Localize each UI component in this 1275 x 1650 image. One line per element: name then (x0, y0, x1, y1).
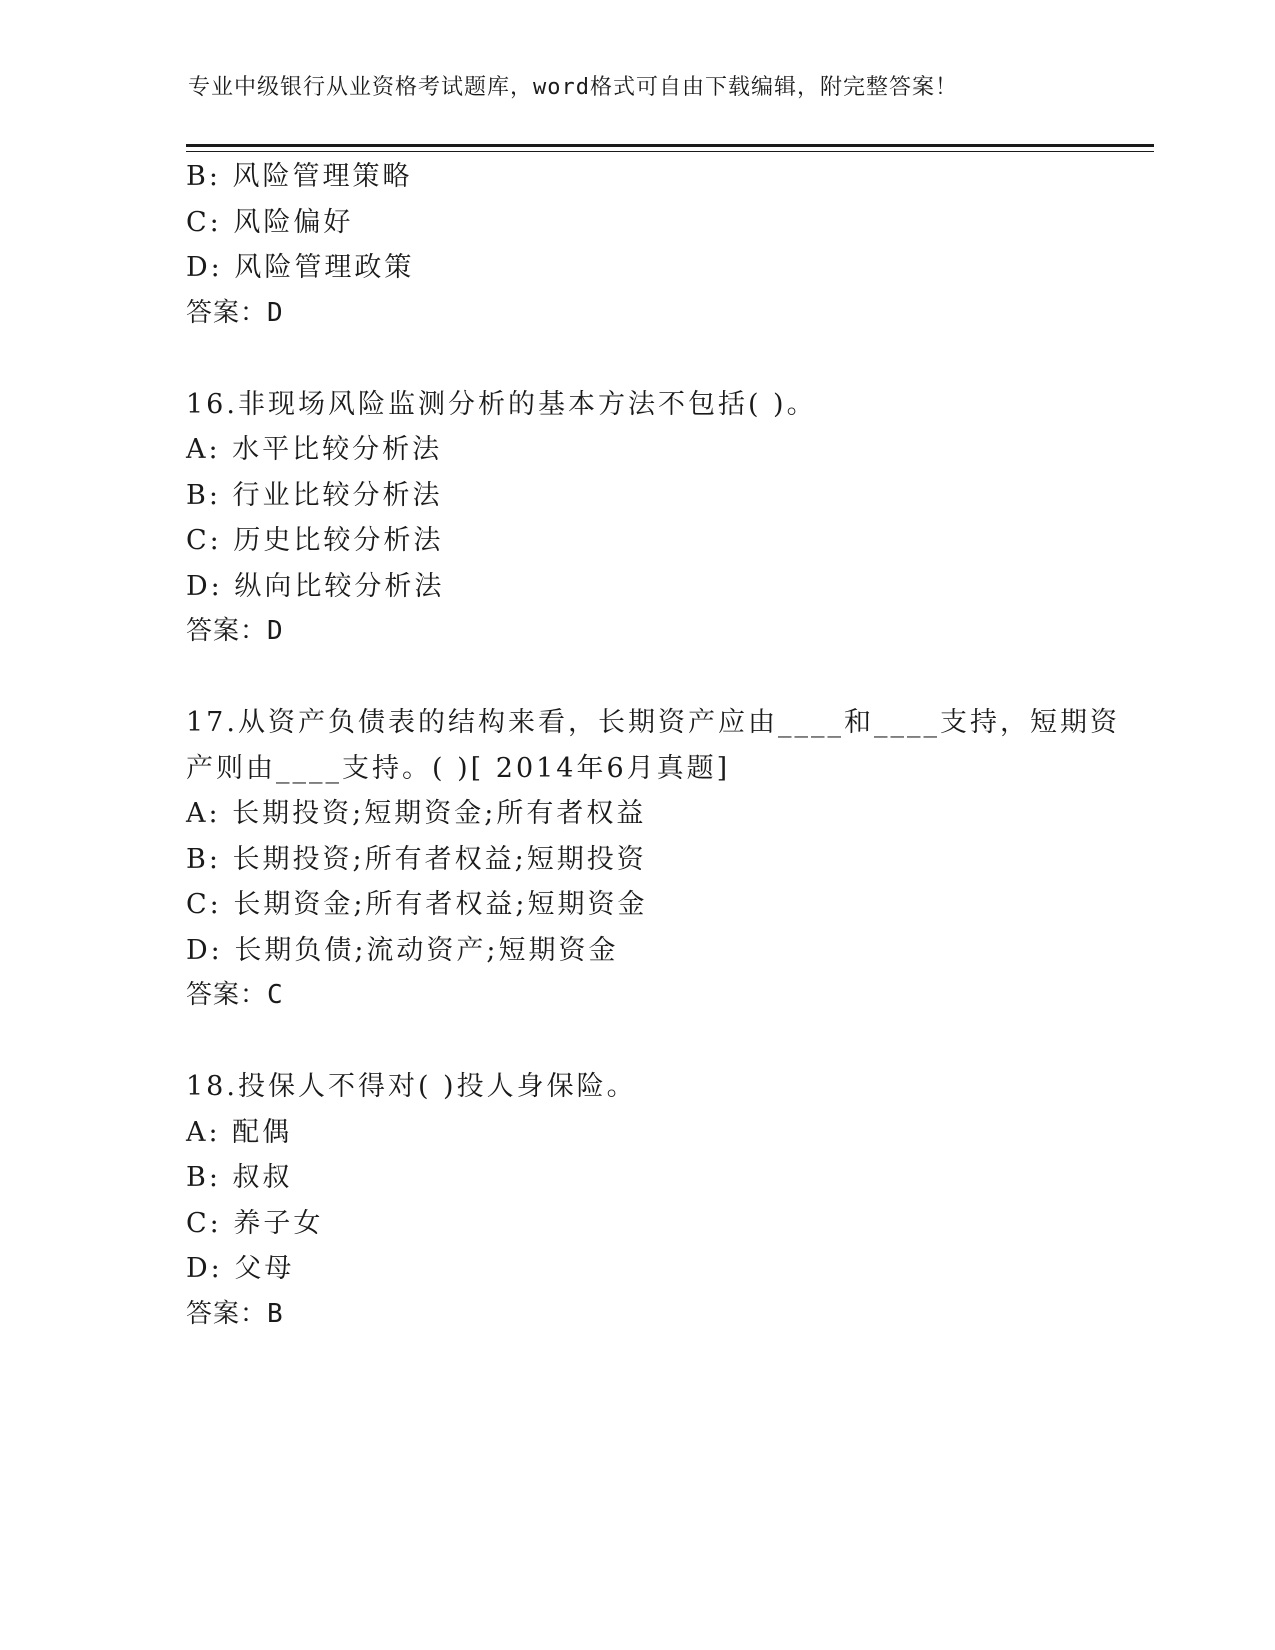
spacer (186, 655, 1086, 701)
option-d: D: 父母 (186, 1253, 295, 1284)
question-17 (186, 700, 1120, 1019)
option-c: C: 历史比较分析法 (186, 525, 444, 556)
question-stem: 16.非现场风险监测分析的基本方法不包括( )。 (186, 388, 817, 420)
option-b: B: 风险管理策略 (186, 161, 413, 192)
page-header: 专业中级银行从业资格考试题库，word格式可自由下载编辑，附完整答案！ (188, 75, 958, 100)
question-15-tail (186, 154, 1086, 336)
option-c: C: 长期资金;所有者权益;短期资金 (186, 889, 648, 920)
spacer (186, 1019, 1086, 1065)
option-a: A: 配偶 (186, 1116, 293, 1148)
answer: 答案：C (186, 980, 284, 1010)
spacer (186, 336, 1086, 382)
answer: 答案：D (186, 297, 284, 328)
header-divider (186, 144, 1154, 152)
option-b: B: 长期投资;所有者权益;短期投资 (186, 843, 647, 875)
option-b: B: 行业比较分析法 (186, 479, 443, 511)
option-a: A: 长期投资;短期资金;所有者权益 (186, 798, 647, 829)
question-list (186, 154, 1120, 1337)
question-16 (186, 382, 1086, 655)
option-d: D: 纵向比较分析法 (186, 570, 445, 602)
option-a: A: 水平比较分析法 (186, 434, 443, 465)
question-stem: 18.投保人不得对( )投人身保险。 (186, 1071, 637, 1102)
option-d: D: 风险管理政策 (186, 252, 415, 283)
option-b: B: 叔叔 (186, 1162, 293, 1193)
answer: 答案：B (186, 1298, 284, 1329)
question-stem-line-1: 17.从资产负债表的结构来看，长期资产应由____和____支持，短期资 (186, 707, 1120, 738)
answer: 答案：D (186, 616, 284, 646)
option-d: D: 长期负债;流动资产;短期资金 (186, 934, 619, 966)
option-c: C: 风险偏好 (186, 206, 354, 238)
option-c: C: 养子女 (186, 1207, 324, 1239)
question-18 (186, 1064, 1086, 1337)
question-stem-line-2: 产则由____支持。( )[ 2014年6月真题] (186, 752, 731, 784)
